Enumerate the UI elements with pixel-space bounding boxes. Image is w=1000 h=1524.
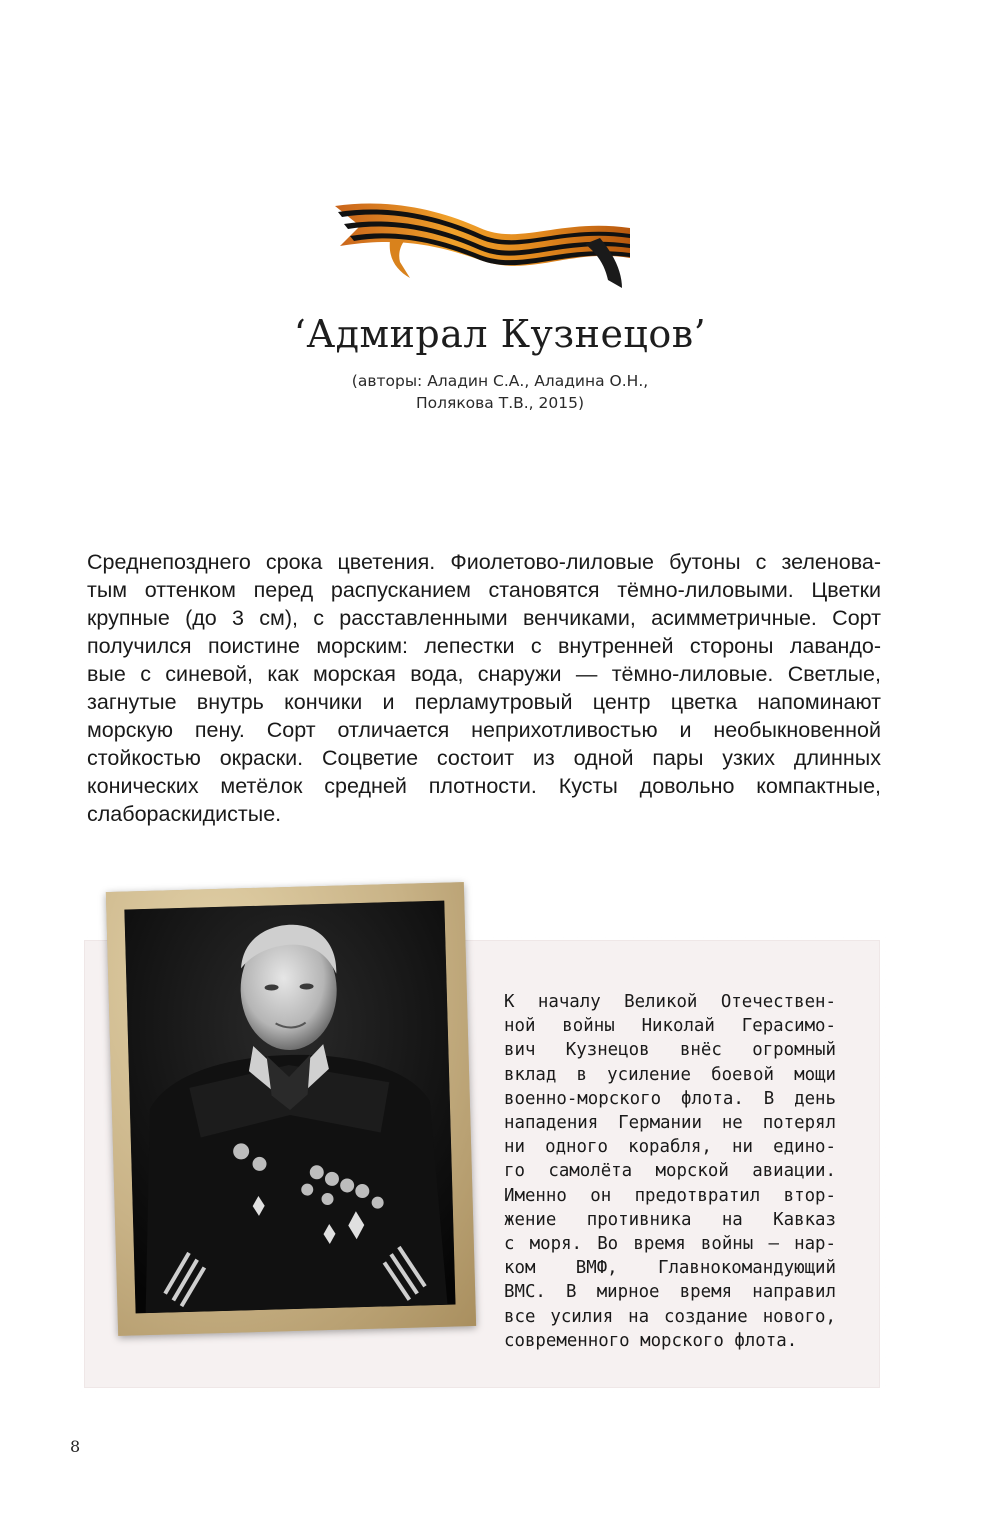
- description-line: слабораскидистые.: [87, 802, 282, 826]
- description-line: конических метёлок средней плотности. Кусты довольно компактные,: [87, 774, 881, 798]
- biography-text: [504, 990, 836, 1353]
- biography-line: К началу Великой Отечествен-: [504, 992, 836, 1012]
- description-line: получился поистине морским: лепестки с внутренней стороны лавандо-: [87, 634, 881, 658]
- vintage-photo-frame: [106, 882, 476, 1336]
- description-line: вые с синевой, как морская вода, снаружи — тёмно-лиловые. Светлые,: [87, 662, 881, 686]
- authors-line-1: (авторы: Аладин С.А., Аладина О.Н.,: [351, 372, 649, 390]
- biography-line: вклад в усиление боевой мощи: [504, 1064, 836, 1085]
- variety-description: [87, 548, 881, 828]
- description-line: загнутые внутрь кончики и перламутровый центр цветка напоминают: [87, 690, 881, 714]
- page-title: ‘Адмирал Кузнецов’: [293, 312, 707, 356]
- biography-line: го самолёта морской авиации.: [504, 1161, 836, 1182]
- biography-line: ком ВМФ, Главнокомандующий: [504, 1258, 836, 1279]
- description-line: тым оттенком перед распусканием становятся тёмно-лиловыми. Цветки: [87, 578, 881, 602]
- st-george-ribbon-icon: [330, 188, 640, 293]
- biography-line: ной войны Николай Герасимо-: [504, 1016, 836, 1037]
- portrait-illustration: [124, 901, 455, 1314]
- biography-line: военно-морского флота. В день: [504, 1088, 836, 1109]
- page-number: 8: [70, 1437, 81, 1456]
- biography-line: ни одного корабля, ни едино-: [504, 1137, 836, 1158]
- biography-line: ВМС. В мирное время направил: [504, 1282, 836, 1303]
- description-line: крупные (до 3 см), с расставленными венчиками, асимметричные. Сорт: [87, 606, 881, 630]
- biography-line: современного морского флота.: [504, 1330, 798, 1351]
- biography-line: с моря. Во время войны — нар-: [504, 1234, 836, 1255]
- description-line: морскую пену. Сорт отличается неприхотливостью и необыкновенной: [87, 718, 881, 742]
- biography-line: нападения Германии не потерял: [504, 1113, 836, 1134]
- authors-line-2: Полякова Т.В., 2015): [415, 394, 585, 412]
- admiral-portrait-photo: [124, 901, 455, 1314]
- biography-line: все усилия на создание нового,: [504, 1306, 836, 1327]
- description-line: стойкостью окраски. Соцветие состоит из одной пары узких длинных: [87, 746, 881, 770]
- biography-line: вич Кузнецов внёс огромный: [504, 1040, 836, 1061]
- description-line: Среднепозднего срока цветения. Фиолетово-лиловые бутоны с зеленова-: [87, 550, 881, 574]
- authors-credit: [250, 370, 750, 414]
- biography-line: Именно он предотвратил втор-: [504, 1185, 836, 1206]
- biography-line: жение противника на Кавказ: [504, 1209, 836, 1230]
